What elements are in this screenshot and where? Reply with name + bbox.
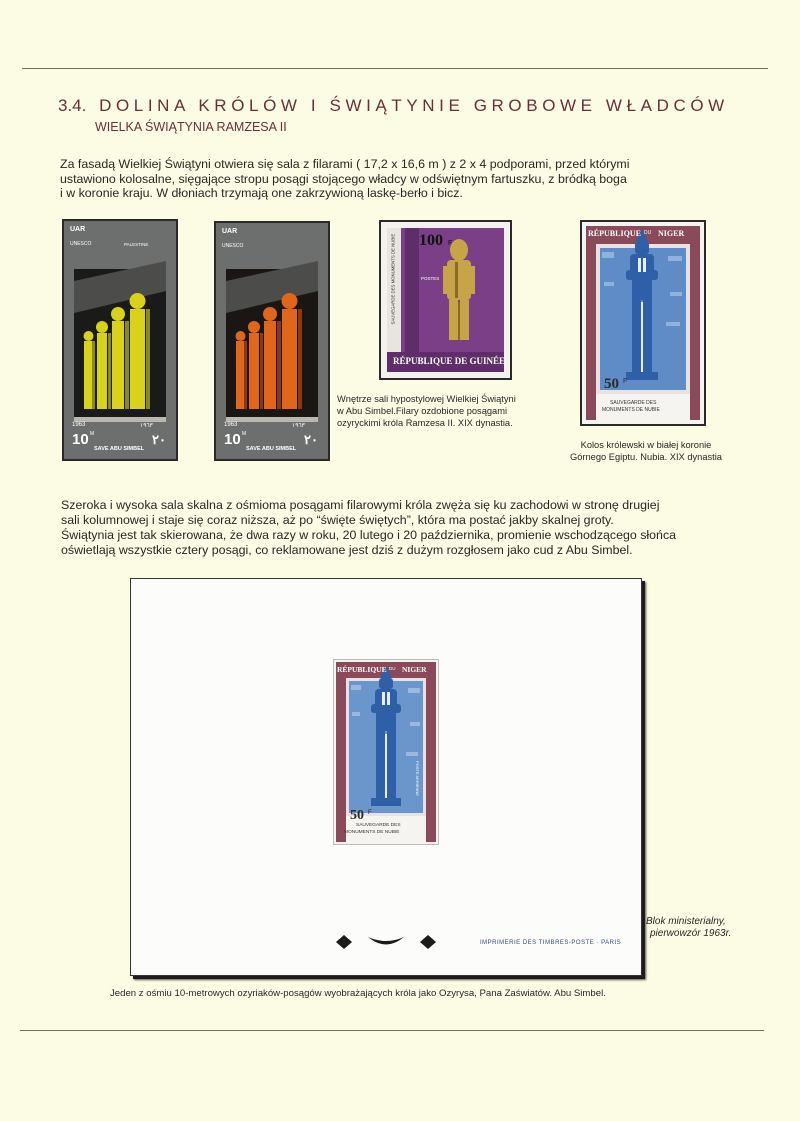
uar2-arabic-year: ١٩٦٣	[292, 423, 305, 429]
sheet-note: Blok ministerialny, pierwowzór 1963r.	[646, 916, 732, 939]
section-title	[58, 96, 729, 116]
guinee-value: 100	[419, 232, 443, 249]
caption-colossus: Kolos królewski w białej koronie Górnego Egiptu. Nubia. XIX dynastia	[570, 440, 722, 462]
bottom-rule	[20, 1030, 764, 1031]
section-subtitle: WIELKA ŚWIĄTYNIA RAMZESA II	[95, 120, 287, 134]
uar-arabic-value: ٢٠	[152, 432, 166, 447]
caption-interior: Wnętrze sali hypostylowej Wielkiej Świątyni w Abu Simbel.Filary ozdobione posągami ozyryckimi króla Ramzesa II. XIX dynastia.	[337, 394, 516, 428]
niger-bottom1: SAUVEGARDE DES	[610, 400, 657, 406]
intro-paragraph: Za fasadą Wielkiej Świątyni otwiera się sala z filarami ( 17,2 x 16,6 m ) z 2 x 4 podporami, przed którymi ustawiono kolosalne, sięgające stropu posągi stojącego władcy w odświętnym fartuszku, z bródką boga i w koronie kraju. W dłoniach trzymają one zakrzywioną laskę-berło i bicz.	[60, 157, 630, 200]
body-paragraph: Szeroka i wysoka sala skalna z ośmioma posągami filarowymi króla zwęża się ku zachodowi w stronę drugiej sali kolumnowej i staje się coraz niższa, aż po “święte świętych”, która ma postać jakby skalnej groty. Świątynia jest tak skierowana, że dwa razy w roku, 20 lutego i 20 października, promienie wschodzącego słońca oświetlają wszystkie cztery posągi, co reklamowane jest dziś z dużym rozgłosem jako cud z Abu Simbel.	[61, 498, 677, 557]
uar2-caption: SAVE ABU SIMBEL	[246, 446, 297, 452]
stamp-niger-art	[582, 222, 704, 424]
uar-country: UAR	[70, 226, 86, 233]
uar2-year: 1963	[224, 422, 238, 428]
uar-org: UNESCO	[70, 241, 92, 247]
uar-unit: M	[90, 431, 95, 437]
sheet-stamp-niger	[333, 659, 439, 845]
niger-bottom2: MONUMENTS DE NUBIE	[602, 407, 660, 413]
stamp-niger	[580, 220, 706, 426]
uar2-value: 10	[224, 431, 241, 448]
niger-value: 50	[604, 376, 619, 392]
sheet-niger-country-mid: DU	[389, 666, 396, 671]
niger-country-mid: DU	[644, 230, 652, 236]
uar-arabic-year: ١٩٦٣	[140, 423, 153, 429]
sheet-niger-bottom1: SAUVEGARDE DES	[356, 823, 401, 828]
sheet-niger-bottom2: MONUMENTS DE NUBIE	[344, 830, 400, 835]
section-number: 3.4.	[58, 96, 87, 115]
sheet-ornament	[336, 932, 436, 952]
sheet-niger-side: POSTE AERIENNE	[414, 761, 420, 796]
uar-value: 10	[72, 431, 89, 448]
top-rule	[22, 68, 768, 69]
guinee-country: RÉPUBLIQUE DE GUINÉE	[393, 356, 506, 366]
uar2-org: UNESCO	[222, 243, 244, 249]
uar2-country: UAR	[222, 228, 238, 235]
stamp-uar-yellow	[62, 219, 178, 461]
guinee-unit: F	[448, 240, 453, 247]
niger-country-b: NIGER	[658, 229, 685, 238]
uar-year: 1963	[72, 422, 86, 428]
uar2-unit: M	[242, 431, 247, 437]
stamp-guinee	[379, 220, 512, 380]
section-heading: DOLINA KRÓLÓW I ŚWIĄTYNIE GROBOWE WŁADCÓW	[99, 96, 729, 115]
niger-country-a: RÉPUBLIQUE	[588, 229, 641, 238]
guinee-postes: POSTES	[421, 276, 440, 281]
sheet-niger-unit: F	[368, 810, 372, 816]
stamp-guinee-art	[381, 222, 510, 378]
sheet-niger-country-a: RÉPUBLIQUE	[337, 665, 387, 674]
sheet-niger-country-b: NIGER	[402, 665, 427, 674]
footer-caption: Jeden z ośmiu 10-metrowych ozyriaków-posągów wyobrażających króla jako Ozyrysa, Pana Zaświatów. Abu Simbel.	[110, 988, 606, 999]
sheet-imprint: IMPRIMERIE DES TIMBRES-POSTE · PARIS	[480, 940, 622, 946]
uar2-arabic-value: ٢٠	[304, 432, 318, 447]
uar-palestine: PALESTINE	[124, 242, 149, 247]
niger-unit: F	[623, 378, 628, 385]
uar-caption: SAVE ABU SIMBEL	[94, 446, 145, 452]
stamp-uar-orange	[214, 221, 330, 461]
guinee-side: SAUVEGARDE DES MONUMENTS DE NUBIE	[390, 233, 396, 325]
sheet-niger-value: 50	[350, 808, 364, 823]
